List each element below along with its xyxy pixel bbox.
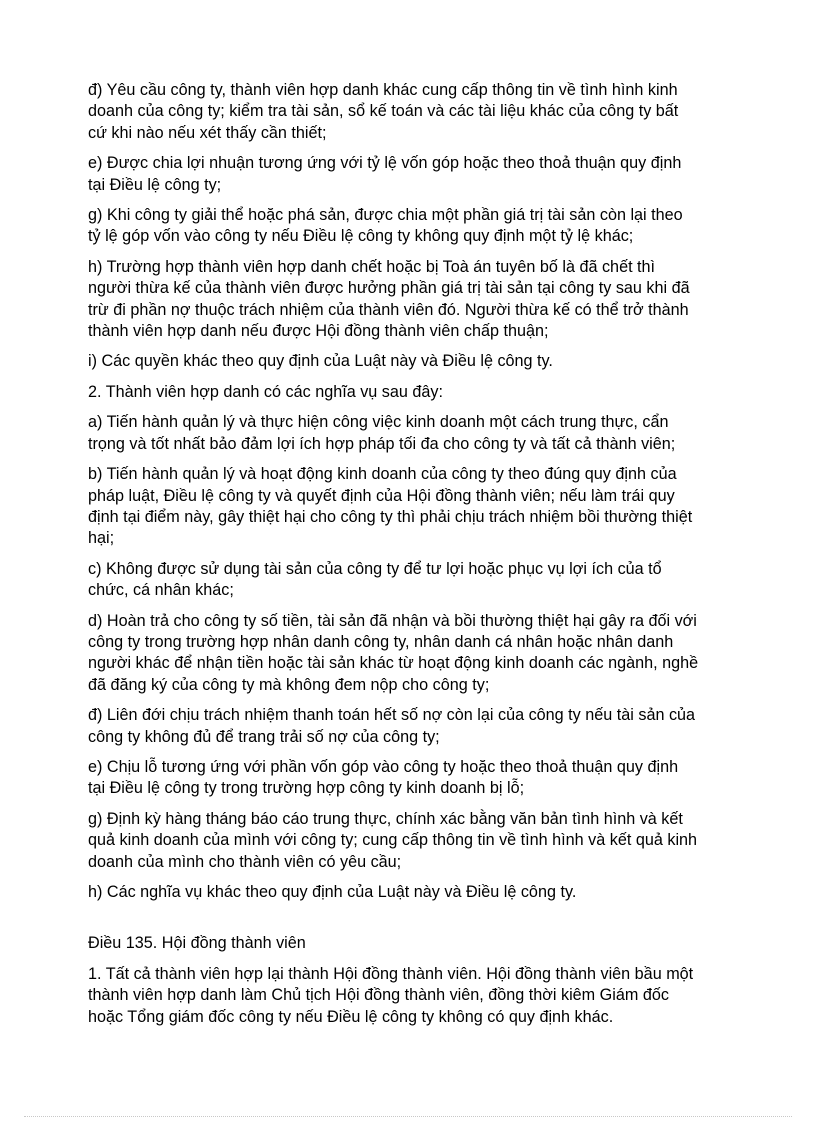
text-line: người khác để nhận tiền hoặc tài sản khác từ hoạt động kinh doanh các ngành, nghề — [88, 654, 699, 673]
text-line: doanh của mình cho thành viên có yêu cầu; — [88, 852, 402, 871]
text-line: quả kinh doanh của mình với công ty; cung cấp thông tin về tình hình và kết quả kinh — [88, 831, 698, 850]
text-line: trừ đi phần nợ thuộc trách nhiệm của thành viên đó. Người thừa kế có thể trở thành — [88, 300, 689, 319]
text-line: cứ khi nào nếu xét thấy cần thiết; — [88, 123, 327, 142]
text-line: Điều 135. Hội đồng thành viên — [88, 934, 306, 953]
text-line: công ty không đủ để trang trải số nợ của công ty; — [88, 727, 440, 746]
text-line: tỷ lệ góp vốn vào công ty nếu Điều lệ công ty không quy định một tỷ lệ khác; — [88, 227, 634, 246]
text-line: người thừa kế của thành viên được hưởng phần giá trị tài sản tại công ty sau khi đã — [88, 279, 690, 298]
text-line: a) Tiến hành quản lý và thực hiện công việc kinh doanh một cách trung thực, cẩn — [88, 413, 669, 432]
paragraph — [88, 257, 738, 343]
text-line: e) Được chia lợi nhuận tương ứng với tỷ lệ vốn góp hoặc theo thoả thuận quy định — [88, 154, 682, 173]
text-line: h) Trường hợp thành viên hợp danh chết hoặc bị Toà án tuyên bố là đã chết thì — [88, 257, 656, 276]
text-line: đ) Yêu cầu công ty, thành viên hợp danh khác cung cấp thông tin về tình hình kinh — [88, 81, 678, 99]
paragraph — [88, 80, 738, 144]
text-line: g) Định kỳ hàng tháng báo cáo trung thực, chính xác bằng văn bản tình hình và kết — [88, 809, 683, 828]
text-line: i) Các quyền khác theo quy định của Luật này và Điều lệ công ty. — [88, 352, 553, 371]
text-line: d) Hoàn trả cho công ty số tiền, tài sản đã nhận và bồi thường thiệt hại gây ra đối với — [88, 611, 697, 630]
text-line: định tại điểm này, gây thiệt hại cho công ty thì phải chịu trách nhiệm bồi thường thiệt — [88, 507, 693, 526]
text-line: thành viên hợp danh làm Chủ tịch Hội đồng thành viên, đồng thời kiêm Giám đốc — [88, 986, 669, 1005]
text-line: g) Khi công ty giải thể hoặc phá sản, được chia một phần giá trị tài sản còn lại theo — [88, 206, 683, 225]
paragraph — [88, 757, 738, 800]
paragraph — [88, 809, 738, 873]
paragraph — [88, 382, 738, 403]
text-line: hoặc Tổng giám đốc công ty nếu Điều lệ công ty không có quy định khác. — [88, 1007, 614, 1026]
text-line: hại; — [88, 529, 115, 548]
article-135-section — [88, 933, 738, 1028]
paragraph — [88, 205, 738, 248]
paragraph — [88, 705, 738, 748]
paragraph — [88, 153, 738, 196]
text-line: đ) Liên đới chịu trách nhiệm thanh toán hết số nợ còn lại của công ty nếu tài sản của — [88, 706, 696, 725]
text-line: 2. Thành viên hợp danh có các nghĩa vụ sau đây: — [88, 382, 443, 401]
text-line: công ty trong trường hợp nhân danh công ty, nhân danh cá nhân hoặc nhân danh — [88, 632, 674, 651]
paragraph — [88, 351, 738, 372]
page-bottom-border — [24, 1116, 792, 1117]
section-spacer — [88, 912, 738, 933]
paragraph — [88, 964, 738, 1028]
obligations-section — [88, 80, 738, 903]
text-line: trọng và tốt nhất bảo đảm lợi ích hợp pháp tối đa cho công ty và tất cả thành viên; — [88, 434, 676, 453]
document-body — [88, 80, 738, 1037]
text-line: pháp luật, Điều lệ công ty và quyết định của Hội đồng thành viên; nếu làm trái quy — [88, 486, 675, 505]
text-line: đã đăng ký của công ty mà không đem nộp cho công ty; — [88, 675, 490, 694]
text-line: chức, cá nhân khác; — [88, 581, 234, 600]
article-heading — [88, 933, 738, 954]
paragraph — [88, 412, 738, 455]
text-line: tại Điều lệ công ty trong trường hợp công ty kinh doanh bị lỗ; — [88, 779, 525, 798]
text-line: e) Chịu lỗ tương ứng với phần vốn góp vào công ty hoặc theo thoả thuận quy định — [88, 757, 679, 776]
paragraph — [88, 559, 738, 602]
paragraph — [88, 882, 738, 903]
text-line: b) Tiến hành quản lý và hoạt động kinh doanh của công ty theo đúng quy định của — [88, 465, 677, 484]
paragraph — [88, 611, 738, 697]
paragraph — [88, 464, 738, 550]
text-line: thành viên hợp danh nếu được Hội đồng thành viên chấp thuận; — [88, 322, 549, 341]
text-line: 1. Tất cả thành viên hợp lại thành Hội đồng thành viên. Hội đồng thành viên bầu một — [88, 964, 694, 983]
text-line: tại Điều lệ công ty; — [88, 175, 222, 194]
text-line: doanh của công ty; kiểm tra tài sản, sổ kế toán và các tài liệu khác của công ty bất — [88, 102, 679, 121]
text-line: c) Không được sử dụng tài sản của công ty để tư lợi hoặc phục vụ lợi ích của tổ — [88, 559, 662, 578]
text-line: h) Các nghĩa vụ khác theo quy định của Luật này và Điều lệ công ty. — [88, 883, 577, 901]
